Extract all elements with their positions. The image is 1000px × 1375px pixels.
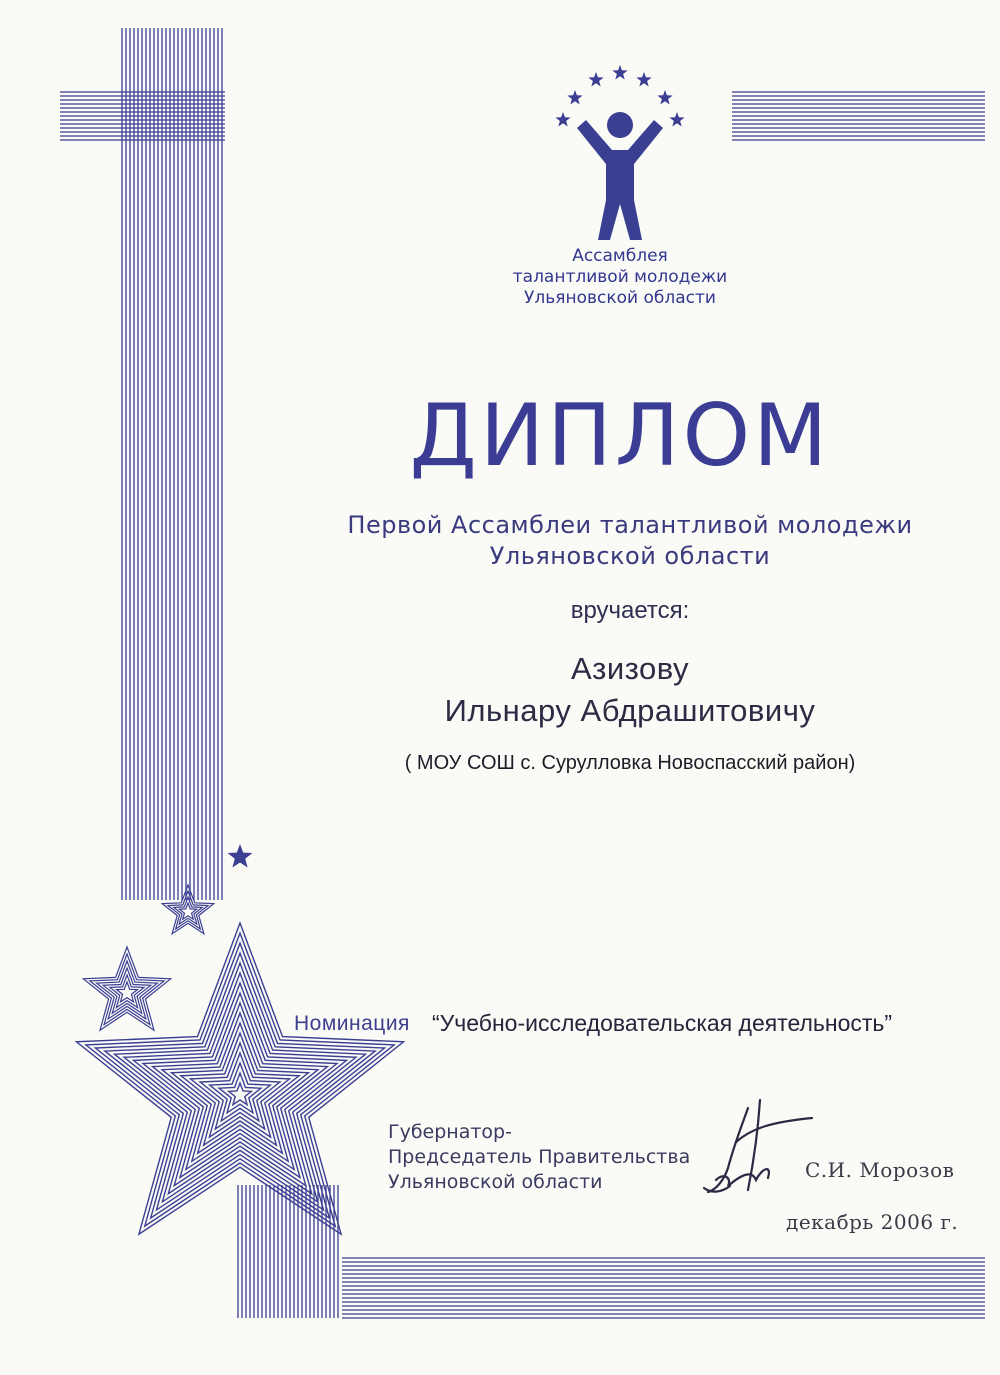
medium-concentric-star-icon bbox=[83, 947, 170, 1030]
vertical-stripes bbox=[122, 28, 222, 900]
awarded-text: вручается: bbox=[570, 597, 690, 624]
school-info: ( МОУ СОШ с. Сурулловка Новоспасский район) bbox=[404, 752, 856, 774]
logo-caption-line-2: талантливой молодежи bbox=[512, 267, 728, 287]
logo-caption-line-1: Ассамблея bbox=[572, 246, 668, 266]
tiny-star-icon bbox=[228, 844, 253, 868]
logo-emblem bbox=[555, 65, 684, 240]
subtitle-line-2: Ульяновской области bbox=[489, 542, 771, 570]
top-right-stripes bbox=[732, 92, 985, 140]
subtitle-line-1: Первой Ассамблеи талантливой молодежи bbox=[347, 511, 913, 539]
diploma-title: ДИПЛОМ bbox=[409, 386, 831, 486]
nomination-label: Номинация bbox=[294, 1012, 410, 1035]
bottom-stripes bbox=[238, 1185, 985, 1318]
recipient-name: Ильнару Абдрашитовичу bbox=[444, 693, 816, 728]
signatory-name: С.И. Морозов bbox=[805, 1158, 955, 1182]
signatory-title bbox=[388, 1120, 690, 1195]
nomination-value: “Учебно-исследовательская деятельность” bbox=[432, 1010, 893, 1036]
signatory-title-line-3: Ульяновской области bbox=[388, 1171, 603, 1193]
signature bbox=[704, 1100, 812, 1192]
recipient-surname: Азизову bbox=[570, 651, 690, 686]
logo-person-head bbox=[607, 112, 633, 138]
big-concentric-star-icon bbox=[76, 923, 403, 1234]
logo-caption-line-3: Ульяновской области bbox=[524, 288, 716, 308]
signatory-title-line-1: Губернатор- bbox=[388, 1121, 512, 1143]
issue-date: декабрь 2006 г. bbox=[786, 1210, 959, 1234]
signatory-title-line-2: Председатель Правительства bbox=[388, 1146, 691, 1168]
